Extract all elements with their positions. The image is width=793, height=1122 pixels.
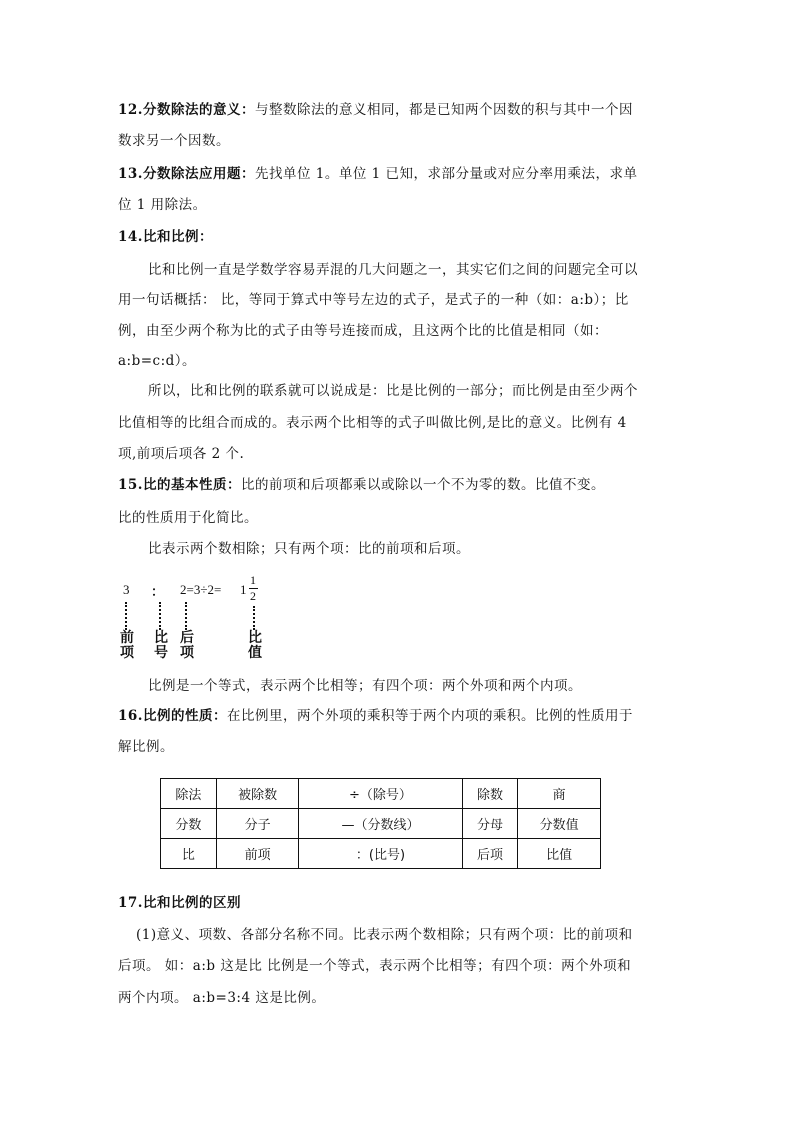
proportion-description: 比例是一个等式，表示两个比相等；有四个项：两个外项和两个内项。 bbox=[148, 678, 582, 694]
section-16-title: 16.比例的性质： bbox=[118, 708, 227, 724]
section-13-line-2: 位 1 用除法。 bbox=[118, 197, 207, 213]
table-cell: ：(比号) bbox=[299, 839, 462, 869]
label-ratio-value: 比 值 bbox=[248, 630, 262, 661]
section-14-p1-line-3: 例，由至少两个称为比的式子由等号连接而成，且这两个比的比值是相同（如： bbox=[118, 323, 608, 339]
table-cell: 后项 bbox=[462, 839, 518, 869]
section-16-line-2: 解比例。 bbox=[118, 739, 174, 755]
ratio-value-connector bbox=[253, 606, 257, 630]
label-ratio-sign: 比 号 bbox=[154, 630, 168, 661]
section-14-p2-line-3: 项,前项后项各 2 个. bbox=[118, 446, 245, 462]
section-17-line-2: 后项。 如：a:b 这是比 比例是一个等式，表示两个比相等；有四个项：两个外项和 bbox=[118, 958, 632, 974]
section-12-line-2: 数求另一个因数。 bbox=[118, 133, 230, 149]
section-14-p1-line-2: 用一句话概括： 比，等同于算式中等号左边的式子，是式子的一种（如：a:b）；比 bbox=[118, 292, 629, 308]
section-15-line-3: 比表示两个数相除；只有两个项：比的前项和后项。 bbox=[148, 541, 470, 557]
table-cell: 比 bbox=[161, 839, 217, 869]
comparison-table bbox=[160, 778, 601, 869]
section-14-p2-line-1: 所以，比和比例的联系就可以说成是：比是比例的一部分；而比例是由至少两个 bbox=[148, 383, 638, 399]
table-row bbox=[161, 779, 601, 809]
table-cell: 除数 bbox=[462, 779, 518, 809]
section-13-text: 先找单位 1。单位 1 已知，求部分量或对应分率用乘法，求单 bbox=[255, 166, 638, 182]
ratio-fraction-denominator: 2 bbox=[250, 589, 256, 603]
section-15-title: 15.比的基本性质： bbox=[118, 477, 241, 493]
ratio-colon: ： bbox=[151, 584, 165, 599]
section-14-p1-line-4: a:b=c:d）。 bbox=[118, 353, 197, 369]
ratio-whole-part: 1 bbox=[240, 582, 247, 597]
section-13-title: 13.分数除法应用题： bbox=[118, 166, 255, 182]
section-12-text: 与整数除法的意义相同，都是已知两个因数的积与其中一个因 bbox=[255, 102, 633, 118]
table-cell: 商 bbox=[518, 779, 601, 809]
table-cell: 分数值 bbox=[518, 809, 601, 839]
label-front-term: 前 项 bbox=[120, 630, 134, 661]
ratio-front-connector bbox=[125, 602, 129, 630]
section-14-title: 14.比和比例： bbox=[118, 229, 213, 245]
table-cell: 比值 bbox=[518, 839, 601, 869]
table-cell: 分数 bbox=[161, 809, 217, 839]
table-cell: 前项 bbox=[216, 839, 299, 869]
table-cell: —（分数线） bbox=[299, 809, 462, 839]
ratio-expression: 2=3÷2= bbox=[180, 582, 222, 597]
section-17-line-3: 两个内项。 a:b=3:4 这是比例。 bbox=[118, 990, 326, 1006]
table-cell: 分母 bbox=[462, 809, 518, 839]
section-15-line-1 bbox=[118, 475, 605, 495]
label-back-term: 后 项 bbox=[180, 630, 194, 661]
ratio-front-value: 3 bbox=[123, 582, 130, 597]
section-14-p2-line-2: 比值相等的比组合而成的。表示两个比相等的式子叫做比例,是比的意义。比例有 4 bbox=[118, 415, 627, 431]
section-17-line-1: (1)意义、项数、各部分名称不同。比表示两个数相除；只有两个项：比的前项和 bbox=[136, 927, 633, 943]
section-15-line-2: 比的性质用于化简比。 bbox=[118, 510, 258, 526]
table-row bbox=[161, 809, 601, 839]
section-16-text: 在比例里，两个外项的乘积等于两个内项的乘积。比例的性质用于 bbox=[227, 708, 633, 724]
table-cell: 除法 bbox=[161, 779, 217, 809]
section-14-p1-line-1: 比和比例一直是学数学容易弄混的几大问题之一，其实它们之间的问题完全可以 bbox=[148, 262, 638, 278]
section-15-text: 比的前项和后项都乘以或除以一个不为零的数。比值不变。 bbox=[241, 477, 605, 493]
table-row bbox=[161, 839, 601, 869]
ratio-sign-connector bbox=[159, 602, 163, 630]
table-cell: 被除数 bbox=[216, 779, 299, 809]
section-12-title: 12.分数除法的意义： bbox=[118, 102, 255, 118]
ratio-diagram bbox=[118, 572, 318, 664]
section-17-title: 17.比和比例的区别 bbox=[118, 895, 241, 911]
section-13-line-1 bbox=[118, 164, 638, 184]
ratio-fraction-numerator: 1 bbox=[250, 573, 256, 587]
section-16-line-1 bbox=[118, 706, 633, 726]
section-12-line-1 bbox=[118, 100, 633, 120]
table-cell: ÷（除号） bbox=[299, 779, 462, 809]
table-cell: 分子 bbox=[216, 809, 299, 839]
ratio-back-connector bbox=[185, 602, 189, 630]
